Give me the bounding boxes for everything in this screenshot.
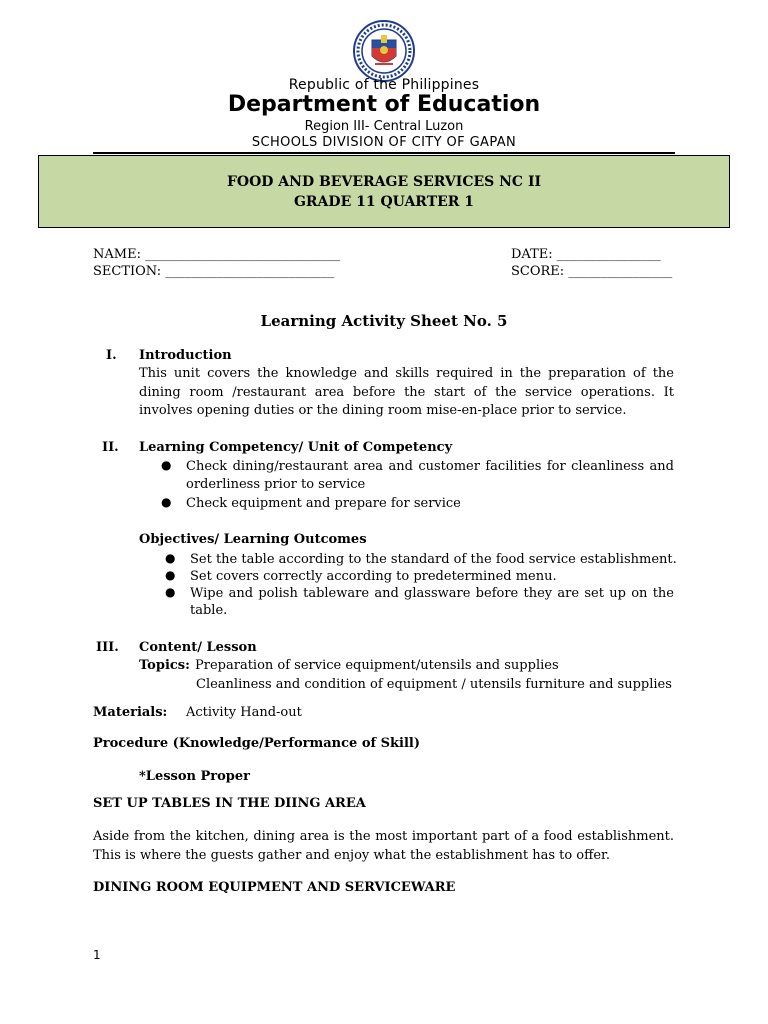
competency-item-2: Check equipment and prepare for service [186,496,461,511]
section1-numeral: I. [106,348,117,363]
section2-numeral: II. [102,440,119,455]
name-field: NAME: ______________________________ [93,247,341,262]
date-field: DATE: ________________ [511,247,661,262]
equipment-heading: DINING ROOM EQUIPMENT AND SERVICEWARE [93,880,456,895]
header-divider [93,152,675,154]
section3-numeral: III. [96,640,119,655]
topics-label: Topics: [139,658,190,673]
bullet-icon: ● [165,551,176,565]
setup-line-2: This is where the guests gather and enjoy what the establishment has to offer. [93,848,610,863]
region-label: Region III- Central Luzon [304,119,464,134]
setup-heading: SET UP TABLES IN THE DIING AREA [93,796,366,811]
sheet-title: Learning Activity Sheet No. 5 [260,312,508,330]
topic-1: Preparation of service equipment/utensils and supplies [195,658,559,673]
objective-item-2: Set covers correctly according to predetermined menu. [190,569,557,584]
procedure-heading: Procedure (Knowledge/Performance of Skill) [93,736,420,751]
bullet-icon: ● [165,585,176,599]
subject-title-box [38,155,730,228]
intro-line-3: involves opening duties or the dining room mise-en-place prior to service. [139,403,627,418]
competency-item-1-line-1: Check dining/restaurant area and customer facilities for cleanliness and [186,459,674,474]
bullet-icon: ● [161,495,172,509]
materials-value: Activity Hand-out [186,705,302,720]
lesson-proper-heading: *Lesson Proper [139,769,251,784]
setup-line-1: Aside from the kitchen, dining area is the most important part of a food establishment. [93,829,674,844]
materials-label: Materials: [93,705,168,720]
department-title: Department of Education [227,92,541,117]
intro-line-2: dining room /restaurant area before the start of the service operations. It [139,385,674,400]
competency-item-1-line-2: orderliness prior to service [186,477,366,492]
division-label: SCHOOLS DIVISION OF CITY OF GAPAN [251,135,517,150]
objectives-heading: Objectives/ Learning Outcomes [139,532,367,547]
section1-heading: Introduction [139,348,232,363]
page-number: 1 [93,948,101,962]
section-field: SECTION: __________________________ [93,264,335,279]
objective-item-3-line-1: Wipe and polish tableware and glassware before they are set up on the [190,586,674,601]
objective-item-1: Set the table according to the standard of the food service establishment. [190,552,677,567]
republic-label: Republic of the Philippines [288,77,480,93]
topic-2: Cleanliness and condition of equipment / utensils furniture and supplies [196,677,672,692]
bullet-icon: ● [161,458,172,472]
grade-quarter-title: GRADE 11 QUARTER 1 [293,194,475,210]
deped-seal-icon [352,20,416,82]
objective-item-3-line-2: table. [190,603,228,618]
section3-heading: Content/ Lesson [139,640,257,655]
score-field: SCORE: ________________ [511,264,673,279]
bullet-icon: ● [165,568,176,582]
intro-line-1: This unit covers the knowledge and skills required in the preparation of the [139,366,674,381]
subject-title: FOOD AND BEVERAGE SERVICES NC II [226,174,542,190]
section2-heading: Learning Competency/ Unit of Competency [139,440,453,455]
